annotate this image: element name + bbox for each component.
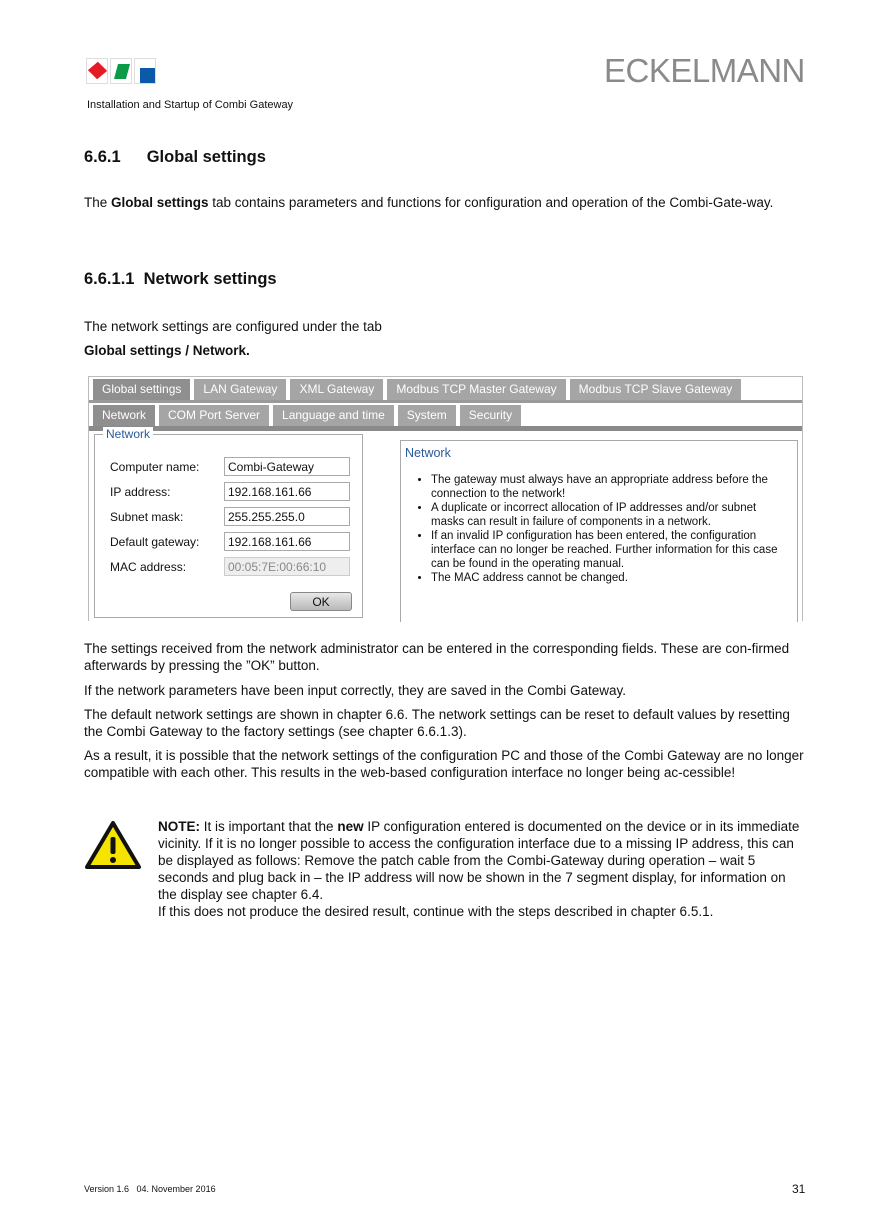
info-bullet: • The gateway must always have an appropriate address before the connection to the network! — [431, 473, 791, 501]
subtab-language-and-time[interactable]: Language and time — [273, 405, 394, 426]
section-intro: The Global settings tab contains parameters and functions for configuration and operation of the Combi-Gate-way. — [84, 195, 774, 210]
subtab-security[interactable]: Security — [460, 405, 521, 426]
paragraph: If the network parameters have been input correctly, they are saved in the Combi Gateway. — [84, 683, 627, 698]
field-label: Computer name: — [110, 459, 200, 474]
field-row — [110, 482, 360, 501]
paragraph: As a result, it is possible that the network settings of the configuration PC and those of the Combi Gateway are no longer compatible with each other. This results in the web-based configuration interface no longer being ac-cessible! — [84, 748, 804, 780]
field-input[interactable]: 255.255.255.0 — [224, 507, 350, 526]
field-row — [110, 507, 360, 526]
info-title: Network — [405, 446, 451, 460]
field-row — [110, 532, 360, 551]
config-screenshot — [88, 376, 803, 621]
subsection-path: Global settings / Network. — [84, 343, 250, 358]
field-label: MAC address: — [110, 559, 187, 574]
paragraph: The default network settings are shown in chapter 6.6. The network settings can be reset to default values by resetting the Combi Gateway to the factory settings (see chapter 6.6.1.3). — [84, 707, 790, 739]
tab-modbus-tcp-slave-gateway[interactable]: Modbus TCP Slave Gateway — [570, 379, 742, 400]
tab-modbus-tcp-master-gateway[interactable]: Modbus TCP Master Gateway — [387, 379, 565, 400]
field-row — [110, 457, 360, 476]
ok-button[interactable]: OK — [290, 592, 352, 611]
field-input[interactable]: 192.168.161.66 — [224, 532, 350, 551]
tab-global-settings[interactable]: Global settings — [93, 379, 190, 400]
info-bullet: • If an invalid IP configuration has been entered, the configuration interface can no longer be reached. Further information for this case can be found in the operating manual. — [431, 529, 791, 571]
field-row — [110, 557, 360, 576]
subtab-system[interactable]: System — [398, 405, 456, 426]
brand-name: ECKELMANN — [604, 52, 805, 89]
network-fieldset — [94, 427, 363, 618]
info-bullet: • The MAC address cannot be changed. — [431, 571, 791, 585]
paragraph: The settings received from the network administrator can be entered in the corresponding fields. These are con-firmed afterwards by pressing the ”OK” button. — [84, 641, 790, 673]
eckelmann-logo-mark — [86, 58, 156, 84]
footer-version: Version 1.6 04. November 2016 — [84, 1184, 216, 1194]
tab-lan-gateway[interactable]: LAN Gateway — [194, 379, 286, 400]
info-panel — [400, 440, 798, 622]
fieldset-legend: Network — [103, 427, 153, 441]
tab-xml-gateway[interactable]: XML Gateway — [290, 379, 383, 400]
subtab-com-port-server[interactable]: COM Port Server — [159, 405, 269, 426]
section-heading: 6.6.1 Global settings — [84, 148, 266, 166]
info-bullet: • A duplicate or incorrect allocation of IP addresses and/or subnet masks can result in failure of components in a network. — [431, 501, 791, 529]
subsection-heading: 6.6.1.1 Network settings — [84, 270, 277, 288]
warning-icon — [84, 820, 142, 875]
field-label: Default gateway: — [110, 534, 200, 549]
document-subtitle: Installation and Startup of Combi Gateway — [87, 99, 294, 111]
field-input[interactable]: 192.168.161.66 — [224, 482, 350, 501]
subsection-text: The network settings are configured under the tab — [84, 319, 382, 334]
field-input[interactable]: Combi-Gateway — [224, 457, 350, 476]
field-input: 00:05:7E:00:66:10 — [224, 557, 350, 576]
field-label: Subnet mask: — [110, 509, 184, 524]
field-label: IP address: — [110, 484, 171, 499]
subtab-network[interactable]: Network — [93, 405, 155, 426]
page-number: 31 — [792, 1182, 806, 1196]
note-text: NOTE: It is important that the new IP configuration entered is documented on the device or in its immediate vicinity. If it is no longer possible to access the configuration interface due to a missing IP address, this can be displayed as follows: Remove the patch cable from the Combi-Gateway during operation – wait 5 seconds and plug back in – the IP address will now be shown in the 7 segment display, for information on the display see chapter 6.4. If this does not produce the desired result, continue with the steps described in chapter 6.5.1. — [158, 819, 800, 919]
